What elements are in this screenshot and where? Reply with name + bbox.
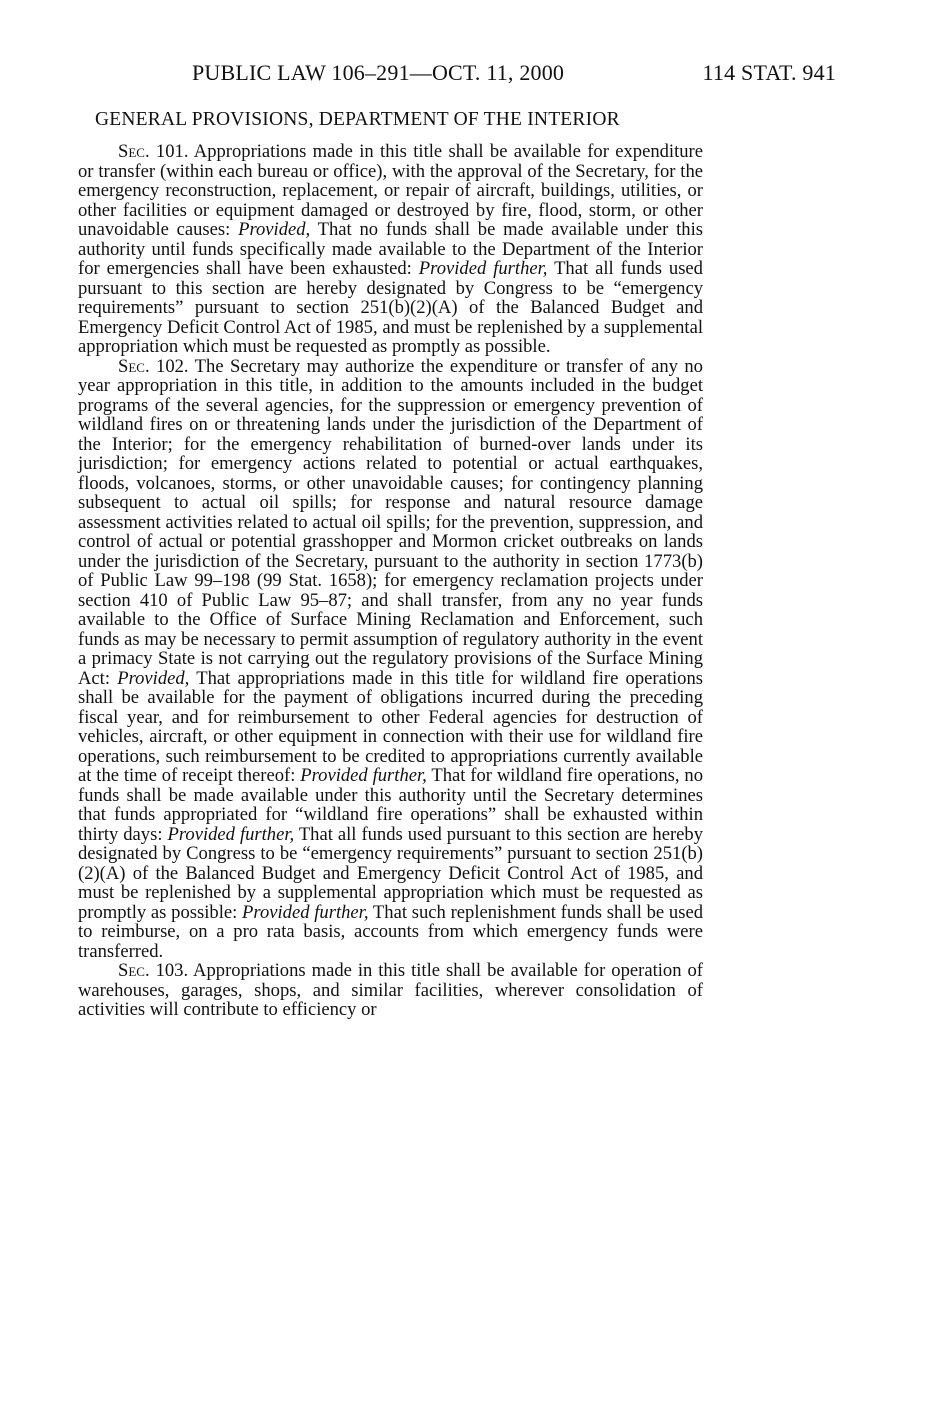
- section-label: Sec. 103.: [118, 960, 189, 981]
- section-text: That such replenishment funds shall be used to reimburse, on a pro rata basis, accounts from which emergency funds were transferred.: [78, 901, 704, 962]
- section-text: That appropriations made in this title for wildland fire operations shall be available for the payment of obligations incurred during the preceding fiscal year, and for reimbursement to other Federal agencies for destruction of vehicles, aircraft, or other equipment in connection with their use for wildland fire operations, such reimbursement to be credited to appropriations currently available at the time of receipt thereof:: [78, 667, 703, 786]
- proviso-italic: Provided,: [238, 219, 311, 240]
- section-label: Sec. 101.: [118, 141, 189, 162]
- page-citation: 114 STAT. 941: [702, 60, 836, 85]
- section-heading: GENERAL PROVISIONS, DEPARTMENT OF THE INTERIOR: [95, 109, 620, 130]
- section-103: [78, 961, 703, 1020]
- section-101: [78, 142, 703, 357]
- section-text: That all funds used pursuant to this section are hereby designated by Congress to be “emergency requirements” pursuant to section 251(b)(2)(A) of the Balanced Budget and Emergency Deficit Control Act of 1985, and must be replenished by a supplemental appropriation which must be requested as promptly as possible:: [78, 823, 703, 923]
- document-page: [78, 60, 836, 1020]
- section-text: Appropriations made in this title shall be available for operation of warehouses, garages, shops, and similar facilities, wherever consolidation of activities will contribute to efficiency or: [78, 960, 703, 1020]
- section-label: Sec. 102.: [118, 355, 189, 377]
- section-102: [78, 357, 703, 962]
- running-header: [78, 60, 836, 90]
- proviso-italic: Provided,: [117, 667, 190, 689]
- header-title: PUBLIC LAW 106–291—OCT. 11, 2000: [192, 60, 565, 85]
- section-text: That all funds used pursuant to this section are hereby designated by Congress to be “emergency requirements” pursuant to section 251(b)(2)(A) of the Balanced Budget and Emergency Deficit Control Act of 1985, and must be replenished by a supplemental appropriation which must be requested as promptly as possible.: [78, 258, 703, 357]
- section-text: Appropriations made in this title shall be available for expenditure or transfer (within each bureau or office), with the approval of the Secretary, for the emergency reconstruction, replacement, or repair of aircraft, buildings, utilities, or other facilities or equipment damaged or destroyed by fire, flood, storm, or other unavoidable causes:: [78, 141, 703, 240]
- body-text: [78, 142, 703, 1020]
- proviso-italic: Provided further,: [418, 258, 548, 279]
- section-text: The Secretary may authorize the expenditure or transfer of any no year appropriation in this title, in addition to the amounts included in the budget programs of the several agencies, for the suppression or emergency prevention of wildland fires on or threatening lands under the jurisdiction of the Department of the Interior; for the emergency rehabilitation of burned-over lands under its jurisdiction; for emergency actions related to potential or actual earthquakes, floods, volcanoes, storms, or other unavoidable causes; for contingency planning subsequent to actual oil spills; for response and natural resource damage assessment activities related to actual oil spills; for the prevention, suppression, and control of actual or potential grasshopper and Mormon cricket outbreaks on lands under the jurisdiction of the Secretary, pursuant to the authority in section 1773(b) of Public Law 99–198 (99 Stat. 1658); for emergency reclamation projects under section 410 of Public Law 95–87; and shall transfer, from any no year funds available to the Office of Surface Mining Reclamation and Enforcement, such funds as may be necessary to permit assumption of regulatory authority in the event a primacy State is not carrying out the regulatory provisions of the Surface Mining Act:: [78, 355, 703, 689]
- proviso-italic: Provided further,: [242, 901, 369, 923]
- proviso-italic: Provided further,: [167, 823, 295, 845]
- proviso-italic: Provided further,: [300, 765, 427, 786]
- section-text: That for wildland fire operations, no funds shall be made available under this authority until the Secretary determines that funds appropriated for “wildland fire operations” shall be exhausted within thirty days:: [78, 765, 703, 845]
- section-text: That no funds shall be made available under this authority until funds specifically made available to the Department of the Interior for emergencies shall have been exhausted:: [78, 219, 703, 279]
